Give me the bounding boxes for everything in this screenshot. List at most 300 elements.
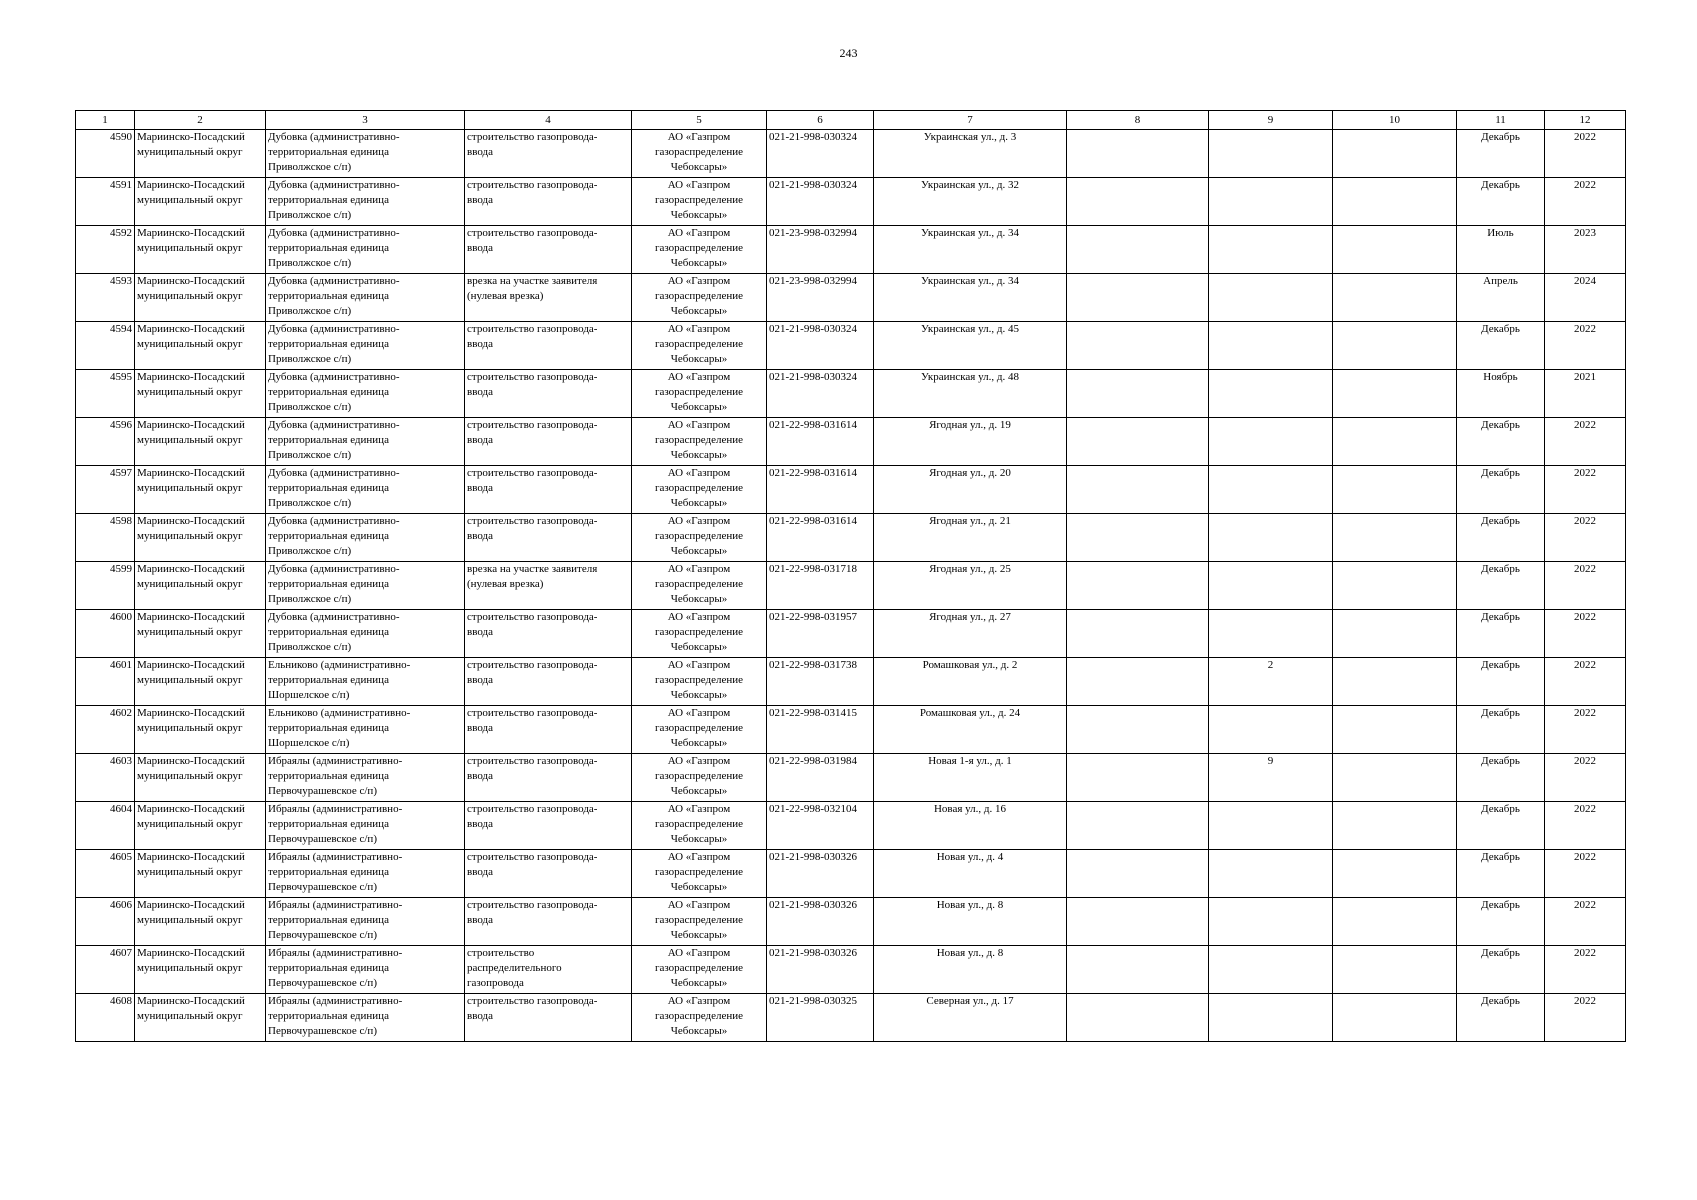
column-10-cell [1333,946,1457,994]
district-cell [135,754,266,802]
cell-line: АО «Газпром [667,611,731,623]
month-cell: Декабрь [1457,130,1545,178]
work-type-cell [465,418,632,466]
table-row [76,754,1626,802]
cell-line: Чебоксары» [670,257,728,269]
month-cell: Декабрь [1457,706,1545,754]
cell-line: АО «Газпром [667,515,731,527]
organization-cell [632,226,767,274]
column-8-cell [1067,226,1209,274]
column-9-cell [1209,994,1333,1042]
organization-cell [632,610,767,658]
year-cell: 2024 [1545,274,1626,322]
cell-line: Чебоксары» [670,785,728,797]
organization-cell [632,754,767,802]
table-row [76,562,1626,610]
cell-line: Чебоксары» [670,401,728,413]
address-cell: Украинская ул., д. 34 [874,226,1067,274]
cell-line: Мариинско-Посадский [137,995,245,1007]
settlement-cell [266,802,465,850]
cell-line: ввода [467,386,493,398]
cell-line: территориальная единица [268,530,389,542]
cell-line: территориальная единица [268,242,389,254]
row-number-cell: 4598 [76,514,135,562]
organization-cell [632,370,767,418]
district-cell [135,658,266,706]
cell-line: муниципальный округ [137,434,243,446]
organization-cell [632,658,767,706]
table-row [76,898,1626,946]
column-8-cell [1067,322,1209,370]
district-cell [135,850,266,898]
cell-line: газораспределение [654,1010,744,1022]
cell-line: Чебоксары» [670,833,728,845]
cell-line: Дубовка (административно- [268,611,400,623]
settlement-cell [266,418,465,466]
cell-line: Мариинско-Посадский [137,131,245,143]
cell-line: Первочурашевское с/п) [268,1025,377,1037]
column-8-cell [1067,514,1209,562]
cell-line: территориальная единица [268,578,389,590]
cell-line: газораспределение [654,674,744,686]
column-10-cell [1333,754,1457,802]
column-9-cell [1209,898,1333,946]
cell-line: ввода [467,722,493,734]
cell-line: АО «Газпром [667,275,731,287]
cell-line: газопровода [467,977,524,989]
column-header: 1 [76,111,135,130]
organization-cell [632,946,767,994]
row-number-cell: 4593 [76,274,135,322]
settlement-cell [266,178,465,226]
cell-line: строительство газопровода- [467,179,598,191]
address-cell: Новая ул., д. 8 [874,946,1067,994]
column-header: 10 [1333,111,1457,130]
application-code-cell: 021-21-998-030326 [767,898,874,946]
row-number-cell: 4602 [76,706,135,754]
cell-line: Ибраялы (административно- [268,899,403,911]
cell-line: Приволжское с/п) [268,401,352,413]
cell-line: территориальная единица [268,914,389,926]
cell-line: ввода [467,626,493,638]
organization-cell [632,706,767,754]
application-code-cell: 021-23-998-032994 [767,274,874,322]
cell-line: муниципальный округ [137,530,243,542]
organization-cell [632,562,767,610]
cell-line: Мариинско-Посадский [137,611,245,623]
address-cell: Ягодная ул., д. 21 [874,514,1067,562]
application-code-cell: 021-21-998-030324 [767,322,874,370]
month-cell: Декабрь [1457,466,1545,514]
column-8-cell [1067,370,1209,418]
organization-cell [632,994,767,1042]
cell-line: Мариинско-Посадский [137,707,245,719]
cell-line: Чебоксары» [670,689,728,701]
cell-line: территориальная единица [268,722,389,734]
application-code-cell: 021-22-998-031614 [767,466,874,514]
organization-cell [632,418,767,466]
column-10-cell [1333,610,1457,658]
row-number-cell: 4606 [76,898,135,946]
cell-line: АО «Газпром [667,563,731,575]
cell-line: муниципальный округ [137,194,243,206]
year-cell: 2022 [1545,946,1626,994]
column-8-cell [1067,754,1209,802]
table-row [76,130,1626,178]
work-type-cell [465,850,632,898]
work-type-cell [465,370,632,418]
settlement-cell [266,706,465,754]
cell-line: Дубовка (административно- [268,131,400,143]
column-10-cell [1333,274,1457,322]
work-type-cell [465,274,632,322]
cell-line: Ибраялы (административно- [268,851,403,863]
settlement-cell [266,658,465,706]
cell-line: Приволжское с/п) [268,497,352,509]
cell-line: Мариинско-Посадский [137,275,245,287]
address-cell: Ромашковая ул., д. 24 [874,706,1067,754]
district-cell [135,898,266,946]
table-body [76,130,1626,1042]
district-cell [135,466,266,514]
column-10-cell [1333,466,1457,514]
year-cell: 2023 [1545,226,1626,274]
settlement-cell [266,226,465,274]
cell-line: Мариинско-Посадский [137,659,245,671]
column-8-cell [1067,466,1209,514]
cell-line: муниципальный округ [137,626,243,638]
column-9-cell: 2 [1209,658,1333,706]
cell-line: строительство газопровода- [467,995,598,1007]
row-number-cell: 4594 [76,322,135,370]
cell-line: АО «Газпром [667,851,731,863]
address-cell: Украинская ул., д. 32 [874,178,1067,226]
row-number-cell: 4604 [76,802,135,850]
cell-line: территориальная единица [268,818,389,830]
column-10-cell [1333,322,1457,370]
cell-line: АО «Газпром [667,803,731,815]
column-8-cell [1067,706,1209,754]
row-number-cell: 4599 [76,562,135,610]
cell-line: Чебоксары» [670,161,728,173]
cell-line: Чебоксары» [670,977,728,989]
column-9-cell [1209,226,1333,274]
organization-cell [632,802,767,850]
work-type-cell [465,754,632,802]
column-10-cell [1333,994,1457,1042]
cell-line: ввода [467,338,493,350]
column-header: 2 [135,111,266,130]
table-row [76,178,1626,226]
district-cell [135,610,266,658]
application-code-cell: 021-21-998-030324 [767,130,874,178]
organization-cell [632,130,767,178]
settlement-cell [266,610,465,658]
cell-line: территориальная единица [268,1010,389,1022]
cell-line: Мариинско-Посадский [137,227,245,239]
cell-line: строительство [467,947,535,959]
year-cell: 2022 [1545,658,1626,706]
table-row [76,226,1626,274]
work-type-cell [465,514,632,562]
cell-line: ввода [467,530,493,542]
column-8-cell [1067,658,1209,706]
address-cell: Новая ул., д. 8 [874,898,1067,946]
settlement-cell [266,850,465,898]
cell-line: газораспределение [654,338,744,350]
cell-line: АО «Газпром [667,371,731,383]
cell-line: Дубовка (административно- [268,275,400,287]
table-row [76,274,1626,322]
organization-cell [632,850,767,898]
cell-line: Дубовка (административно- [268,227,400,239]
cell-line: АО «Газпром [667,659,731,671]
table-row [76,802,1626,850]
cell-line: муниципальный округ [137,770,243,782]
cell-line: Чебоксары» [670,929,728,941]
column-8-cell [1067,946,1209,994]
work-type-cell [465,706,632,754]
month-cell: Декабрь [1457,802,1545,850]
cell-line: муниципальный округ [137,338,243,350]
table-row [76,850,1626,898]
cell-line: Шоршелское с/п) [268,689,350,701]
cell-line: строительство газопровода- [467,899,598,911]
column-9-cell [1209,850,1333,898]
cell-line: Мариинско-Посадский [137,755,245,767]
month-cell: Декабрь [1457,754,1545,802]
address-cell: Северная ул., д. 17 [874,994,1067,1042]
column-header: 3 [266,111,465,130]
cell-line: территориальная единица [268,434,389,446]
column-10-cell [1333,706,1457,754]
column-10-cell [1333,226,1457,274]
column-8-cell [1067,418,1209,466]
column-8-cell [1067,130,1209,178]
cell-line: (нулевая врезка) [467,578,544,590]
cell-line: Мариинско-Посадский [137,467,245,479]
organization-cell [632,274,767,322]
cell-line: Чебоксары» [670,641,728,653]
table-row [76,610,1626,658]
district-cell [135,178,266,226]
cell-line: Первочурашевское с/п) [268,833,377,845]
cell-line: АО «Газпром [667,995,731,1007]
month-cell: Декабрь [1457,418,1545,466]
gas-connection-table [75,110,1626,1042]
organization-cell [632,322,767,370]
work-type-cell [465,802,632,850]
cell-line: Мариинско-Посадский [137,419,245,431]
cell-line: АО «Газпром [667,131,731,143]
application-code-cell: 021-21-998-030326 [767,946,874,994]
address-cell: Новая 1-я ул., д. 1 [874,754,1067,802]
application-code-cell: 021-21-998-030326 [767,850,874,898]
settlement-cell [266,994,465,1042]
table-row [76,658,1626,706]
settlement-cell [266,754,465,802]
cell-line: Чебоксары» [670,209,728,221]
cell-line: строительство газопровода- [467,851,598,863]
cell-line: Мариинско-Посадский [137,515,245,527]
column-10-cell [1333,178,1457,226]
cell-line: газораспределение [654,482,744,494]
cell-line: Ельниково (административно- [268,707,411,719]
district-cell [135,994,266,1042]
table-row [76,706,1626,754]
table-row [76,322,1626,370]
column-header: 8 [1067,111,1209,130]
cell-line: муниципальный округ [137,482,243,494]
row-number-cell: 4597 [76,466,135,514]
cell-line: территориальная единица [268,866,389,878]
cell-line: территориальная единица [268,338,389,350]
column-header: 4 [465,111,632,130]
cell-line: Шоршелское с/п) [268,737,350,749]
cell-line: территориальная единица [268,146,389,158]
column-9-cell [1209,322,1333,370]
column-8-cell [1067,178,1209,226]
cell-line: Дубовка (административно- [268,179,400,191]
table-row [76,466,1626,514]
year-cell: 2022 [1545,994,1626,1042]
address-cell: Украинская ул., д. 45 [874,322,1067,370]
year-cell: 2022 [1545,418,1626,466]
cell-line: АО «Газпром [667,227,731,239]
cell-line: ввода [467,146,493,158]
year-cell: 2022 [1545,802,1626,850]
cell-line: Ибраялы (административно- [268,947,403,959]
settlement-cell [266,898,465,946]
cell-line: Чебоксары» [670,593,728,605]
month-cell: Декабрь [1457,178,1545,226]
cell-line: Приволжское с/п) [268,257,352,269]
column-10-cell [1333,898,1457,946]
application-code-cell: 021-22-998-031984 [767,754,874,802]
cell-line: Первочурашевское с/п) [268,929,377,941]
column-8-cell [1067,802,1209,850]
address-cell: Украинская ул., д. 34 [874,274,1067,322]
cell-line: газораспределение [654,770,744,782]
column-10-cell [1333,562,1457,610]
address-cell: Ягодная ул., д. 20 [874,466,1067,514]
column-9-cell [1209,802,1333,850]
cell-line: муниципальный округ [137,866,243,878]
settlement-cell [266,946,465,994]
cell-line: Дубовка (административно- [268,419,400,431]
work-type-cell [465,898,632,946]
cell-line: ввода [467,914,493,926]
cell-line: Чебоксары» [670,305,728,317]
cell-line: АО «Газпром [667,179,731,191]
month-cell: Декабрь [1457,610,1545,658]
cell-line: газораспределение [654,386,744,398]
cell-line: АО «Газпром [667,467,731,479]
cell-line: Дубовка (административно- [268,515,400,527]
application-code-cell: 021-23-998-032994 [767,226,874,274]
year-cell: 2022 [1545,178,1626,226]
table-row [76,418,1626,466]
cell-line: АО «Газпром [667,707,731,719]
cell-line: территориальная единица [268,386,389,398]
cell-line: Дубовка (административно- [268,563,400,575]
cell-line: Мариинско-Посадский [137,899,245,911]
cell-line: Мариинско-Посадский [137,179,245,191]
work-type-cell [465,658,632,706]
cell-line: газораспределение [654,530,744,542]
cell-line: Чебоксары» [670,449,728,461]
cell-line: врезка на участке заявителя [467,275,598,287]
cell-line: строительство газопровода- [467,755,598,767]
column-10-cell [1333,370,1457,418]
column-9-cell [1209,130,1333,178]
cell-line: муниципальный округ [137,818,243,830]
column-10-cell [1333,850,1457,898]
row-number-cell: 4608 [76,994,135,1042]
row-number-cell: 4603 [76,754,135,802]
district-cell [135,226,266,274]
cell-line: Дубовка (административно- [268,323,400,335]
cell-line: Дубовка (административно- [268,467,400,479]
cell-line: муниципальный округ [137,962,243,974]
cell-line: газораспределение [654,194,744,206]
cell-line: газораспределение [654,722,744,734]
year-cell: 2022 [1545,610,1626,658]
settlement-cell [266,322,465,370]
cell-line: АО «Газпром [667,323,731,335]
column-10-cell [1333,658,1457,706]
district-cell [135,514,266,562]
application-code-cell: 021-21-998-030324 [767,370,874,418]
cell-line: Приволжское с/п) [268,545,352,557]
cell-line: муниципальный округ [137,722,243,734]
address-cell: Украинская ул., д. 3 [874,130,1067,178]
cell-line: Мариинско-Посадский [137,851,245,863]
address-cell: Новая ул., д. 16 [874,802,1067,850]
year-cell: 2022 [1545,850,1626,898]
year-cell: 2022 [1545,898,1626,946]
work-type-cell [465,226,632,274]
page-number: 243 [839,46,858,60]
column-8-cell [1067,274,1209,322]
column-header: 9 [1209,111,1333,130]
cell-line: ввода [467,242,493,254]
organization-cell [632,466,767,514]
cell-line: АО «Газпром [667,899,731,911]
district-cell [135,370,266,418]
cell-line: газораспределение [654,866,744,878]
cell-line: Приволжское с/п) [268,353,352,365]
year-cell: 2022 [1545,466,1626,514]
column-header: 7 [874,111,1067,130]
cell-line: строительство газопровода- [467,419,598,431]
row-number-cell: 4591 [76,178,135,226]
cell-line: Ибраялы (административно- [268,803,403,815]
cell-line: строительство газопровода- [467,659,598,671]
month-cell: Декабрь [1457,898,1545,946]
application-code-cell: 021-22-998-031614 [767,418,874,466]
cell-line: газораспределение [654,290,744,302]
district-cell [135,130,266,178]
work-type-cell [465,562,632,610]
month-cell: Декабрь [1457,850,1545,898]
cell-line: врезка на участке заявителя [467,563,598,575]
cell-line: ввода [467,674,493,686]
address-cell: Ягодная ул., д. 27 [874,610,1067,658]
cell-line: Мариинско-Посадский [137,947,245,959]
cell-line: Первочурашевское с/п) [268,977,377,989]
column-9-cell [1209,178,1333,226]
